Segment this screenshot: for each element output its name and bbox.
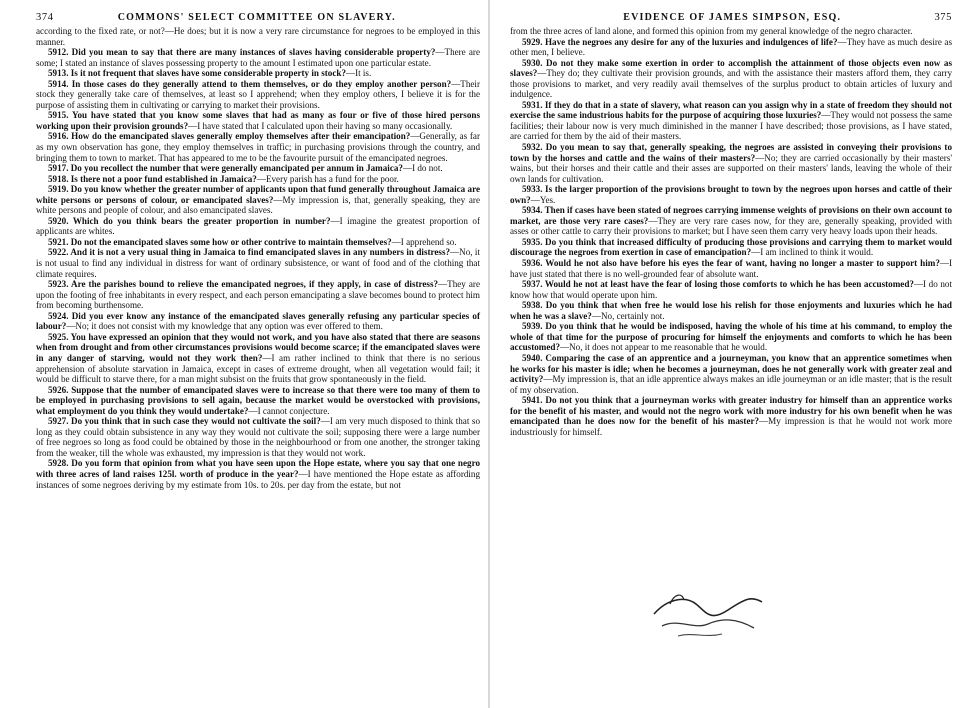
answer-text: —I apprehend so. [391,236,457,247]
testimony-paragraph [36,47,480,68]
testimony-paragraph [36,26,480,47]
answer-text: —I am very much disposed to think that so long as they could obtain subsistence in any way they would not cultivate the soil; supposing there were a large number of free negroes so long as food could be obtained by those in the neighbourhood or from one another, the stronger taking from the weaker, till the whole was exhausted, my impression is that they would not work. [36,416,480,458]
question-text: 5917. Do you recollect the number that were generally emancipated per annum in Jamaica? [48,163,403,174]
running-title: EVIDENCE OF JAMES SIMPSON, ESQ. [623,12,842,23]
question-text: 5914. In those cases do they generally attend to them themselves, or do they employ another person? [48,78,452,89]
question-text: 5925. You have expressed an opinion that they would not work, and you have also stated that there are seasons when from drought and from other circumstances provisions would become scarce; if the emancipated slaves were in any danger of starving, would not they work then? [36,331,480,363]
answer-text: —Yes. [530,194,556,205]
answer-text: —No, it does not appear to me reasonable that he would. [560,342,768,353]
question-text: 5920. Which do you think bears the greater proportion in number? [48,215,331,226]
right-running-head [510,12,952,23]
question-text: 5937. Would he not at least have the fear of losing those comforts to which he has been accustomed? [522,279,914,290]
answer-text: —I have just stated that there is no well-grounded fear of absolute want. [510,258,952,279]
answer-text: —I am rather inclined to think that there is no serious apprehension of absolute starvation in Jamaica, except in cases of extreme drought, when all vegetation would fail; it would be difficult to starve there, for a man might subsist on the fruits that grow spontaneously in the field. [36,352,480,385]
answer-text: —No; they are carried occasionally by their masters' wains, but their horses and their cattle and their asses are supported on their masters' lands, leaving the whole of their own lands for cultivation. [510,152,952,184]
answer-text: —They do; they cultivate their provision grounds, and with the assistance their masters afford them, they carry those provisions to market, and very readily avail themselves of the surplus product to obtain articles of luxury and indulgence. [510,68,952,100]
testimony-paragraph [36,79,480,111]
answer-text: —My impression is that he would not work more industriously for himself. [510,416,952,437]
testimony-paragraph [510,26,952,37]
question-text: 5934. Then if cases have been stated of negroes carrying immense weights of provisions on their own account to market, are those very rare cases? [510,205,953,226]
right-page [490,0,980,708]
question-text: 5921. Do not the emancipated slaves some how or other contrive to maintain themselves? [48,236,392,247]
testimony-paragraph [510,142,952,184]
testimony-paragraph [510,37,952,58]
testimony-paragraph [36,247,480,279]
testimony-paragraph [36,216,480,237]
answer-text: —I do not. [402,163,443,174]
question-text: 5935. Do you think that increased difficulty of producing those provisions and carrying them to market would discourage the negroes from exertion in case of emancipation? [510,236,952,258]
testimony-paragraph [36,237,480,248]
question-text: 5915. You have stated that you know some slaves that had as many as four or five of those hired persons working upon their provision grounds? [36,110,480,131]
testimony-paragraph [510,353,952,395]
testimony-paragraph [36,416,480,458]
question-text: 5927. Do you think that in such case they would not cultivate the soil? [48,416,321,427]
question-text: 5939. Do you think that he would be indisposed, having the whole of his time at his command, to employ the whole of that time for the purpose of procuring for himself the enjoyments and comforts to which he has been accustomed? [510,321,952,353]
question-text: 5916. How do the emancipated slaves generally employ themselves after their emancipation? [48,131,411,142]
answer-text: —They would not possess the same facilities; their labour now is very much diminished in the manner I have described; those provisions, as I have stated, are carried for them by the aid of their masters. [510,110,952,142]
answer-text: —They are upon the footing of free inhabitants in every respect, and each person emancipating a slave becomes bound to protect him from becoming burthensome. [36,279,480,311]
testimony-paragraph [36,385,480,417]
testimony-paragraph [510,321,952,353]
testimony-paragraph [36,311,480,332]
testimony-paragraph [36,184,480,216]
testimony-paragraph [36,332,480,385]
testimony-paragraph [510,58,952,100]
answer-text: —I have stated that I calculated upon their having so many occasionally. [188,120,453,131]
question-text: 5938. Do you think that when free he would lose his relish for those enjoyments and luxuries which he had when he was a slave? [510,300,952,321]
left-page-body [36,26,480,490]
question-text: 5930. Do not they make some exertion in order to accomplish the attainment of those objects even now as slaves? [510,57,952,79]
testimony-paragraph [36,131,480,163]
answer-text: —They have as much desire as other men, I believe. [510,36,952,58]
answer-text: —I have mentioned the Hope estate as affording instances of some negroes deriving by my estimate from 10s. to 20s. per day from the estate, but not [36,468,481,490]
page-number: 374 [36,12,54,23]
answer-text: —No, it is not usual to find any individual in distress for want of ordinary subsistence, or want of food and of the clothing that climate requires. [36,247,480,279]
answer-text: —They are very rare cases now, for they are, generally speaking, provided with asses or other cattle to carry their provisions to market; but I have seen them carry very heavy loads upon their heads. [510,215,952,237]
page-number: 375 [934,12,952,23]
testimony-paragraph [36,68,480,79]
right-page-body [510,26,952,437]
question-text: 5922. And it is not a very usual thing in Jamaica to find emancipated slaves in any numbers in distress? [48,247,451,258]
testimony-paragraph [36,279,480,311]
question-text: 5918. Is there not a poor fund established in Jamaica? [48,173,257,184]
question-text: 5928. Do you form that opinion from what you have seen upon the Hope estate, where you say that one negro with three acres of land raises 125l. worth of produce in the year? [36,458,480,479]
question-text: 5929. Have the negroes any desire for any of the luxuries and indulgences of life? [522,36,838,47]
testimony-paragraph [36,174,480,185]
handwritten-signature [648,584,768,644]
testimony-paragraph [510,100,952,142]
answer-text: —I do not know how that would operate upon him. [510,279,952,300]
answer-text: —Generally, as far as my own observation has gone, they employ themselves in traffic; in purchasing provisions through the country, and bringing them to town to market. That has appeared to me to be the favourite pursuit of the emancipated negroes. [36,131,480,163]
answer-text: —It is. [345,68,372,79]
testimony-paragraph [36,110,480,131]
testimony-paragraph [510,237,952,258]
answer-text: —No, certainly not. [591,310,665,321]
answer-text: —I cannot conjecture. [248,405,330,416]
testimony-paragraph [510,395,952,437]
testimony-paragraph [510,184,952,205]
left-running-head [36,12,480,23]
testimony-paragraph [510,300,952,321]
answer-text: —My impression is, that an idle apprentice always makes an idle journeyman or an idle master; that is the result of my observation. [510,374,952,395]
question-text: 5941. Do not you think that a journeyman works with greater industry for himself than an apprentice works for the benefit of his master, and would not the negro work with more industry for his own benefit when he was emancipated than he does now for the benefit of his master? [510,395,952,427]
testimony-paragraph [36,458,480,490]
answer-text: —I imagine the greatest proportion of applicants are whites. [36,215,480,237]
question-text: 5919. Do you know whether the greater number of applicants upon that fund generally throughout Jamaica are white persons or persons of colour, or emancipated slaves? [36,184,480,205]
question-text: 5913. Is it not frequent that slaves have some considerable property in stock? [48,68,346,79]
question-text: 5936. Would he not also have before his eyes the fear of want, having no longer a master to support him? [522,258,940,269]
question-text: 5926. Suppose that the number of emancipated slaves were to increase so that there were too many of them to be employed in purchasing provisions to sell again, because the market would be overstocked with provisions, what employment do you think they would undertake? [36,384,480,416]
answer-text: —There are some; I stated an instance of slaves possessing property to the amount I estimated upon one particular estate. [36,47,480,68]
question-text: 5940. Comparing the case of an apprentice and a journeyman, you know that an apprentice sometimes when he works for his master is idle; when he becomes a journeyman, does he not generally work with greater zeal and activity? [510,352,952,385]
answer-text: from the three acres of land alone, and formed this opinion from my general knowledge of the negro character. [510,26,913,36]
testimony-paragraph [510,279,952,300]
question-text: 5912. Did you mean to say that there are many instances of slaves having considerable property? [48,47,436,58]
answer-text: according to the fixed rate, or not?—He does; but it is now a very rare circumstance for negroes to be employed in this manner. [36,26,480,47]
testimony-paragraph [510,205,952,237]
question-text: 5931. If they do that in a state of slavery, what reason can you assign why in a state of freedom they should not exercise the same industrious habits for the purpose of acquiring those luxuries? [510,99,952,121]
answer-text: —No; it does not consist with my knowledge that any option was ever offered to them. [66,321,383,332]
answer-text: —Their stock they generally take care of themselves, at least so I apprehend; when they employ others, I believe it is for the purpose of assisting them in cultivating or carrying to market their provisions. [36,78,480,110]
answer-text: —I am inclined to think it would. [751,247,874,258]
question-text: 5923. Are the parishes bound to relieve the emancipated negroes, if they apply, in case of distress? [48,279,439,290]
testimony-paragraph [510,258,952,279]
answer-text: —Every parish has a fund for the poor. [256,173,399,184]
question-text: 5933. Is the larger proportion of the provisions brought to town by the negroes upon horses and cattle of their own? [510,184,952,205]
running-title: COMMONS' SELECT COMMITTEE ON SLAVERY. [117,12,396,23]
answer-text: —My impression is, that, generally speaking, they are white persons and people of colour, and also emancipated slaves. [36,194,480,216]
question-text: 5924. Did you ever know any instance of the emancipated slaves generally refusing any particular species of labour? [36,310,480,332]
testimony-paragraph [36,163,480,174]
question-text: 5932. Do you mean to say that, generally speaking, the negroes are assisted in conveying their provisions to town by the horses and cattle and the wains of their masters? [510,142,952,163]
